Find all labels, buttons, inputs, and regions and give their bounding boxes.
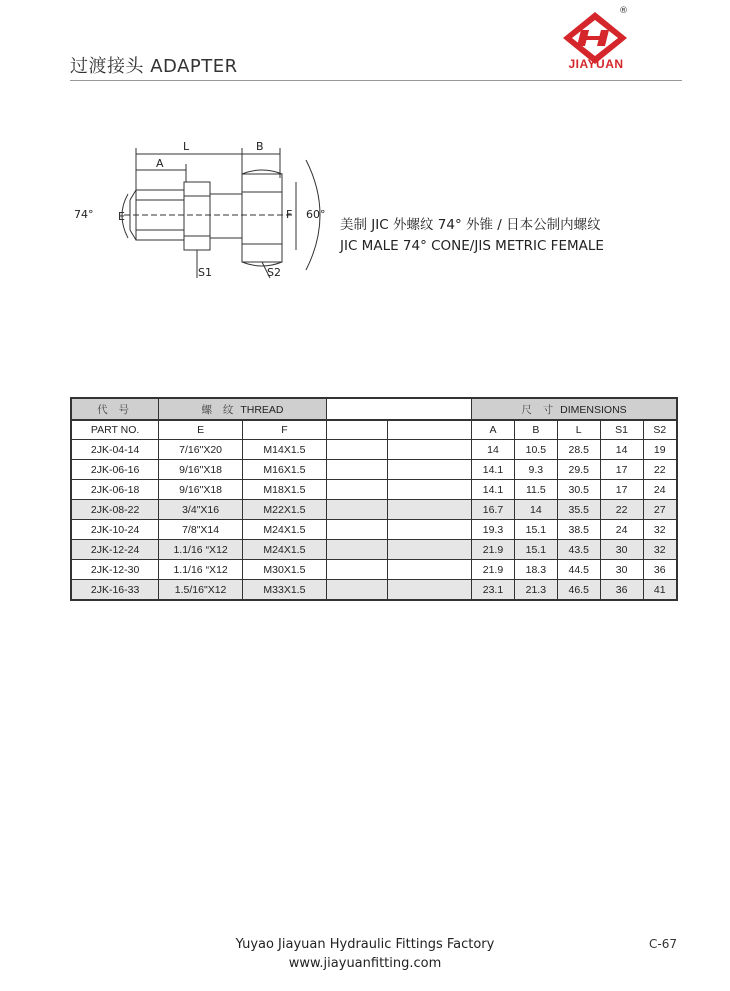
col-header: S2 [643,420,677,440]
cell: 2JK-12-24 [71,540,159,560]
cell: 14 [514,500,557,520]
cell: 9/16"X18 [159,460,243,480]
table-row [71,520,677,540]
table-row [71,460,677,480]
cell: 18.3 [514,560,557,580]
cell [326,500,388,520]
dimensions-table [70,397,678,601]
col-header: PART NO. [71,420,159,440]
cell: 17 [600,480,643,500]
cell: 2JK-08-22 [71,500,159,520]
cell: 30.5 [557,480,600,500]
cell: 14.1 [472,480,515,500]
cell: 2JK-16-33 [71,580,159,601]
cell: M24X1.5 [243,540,327,560]
description-en: JIC MALE 74° CONE/JIS METRIC FEMALE [340,238,604,254]
cell: 19.3 [472,520,515,540]
cell: M33X1.5 [243,580,327,601]
cell: 38.5 [557,520,600,540]
col-header: B [514,420,557,440]
table-row [71,480,677,500]
cell: 29.5 [557,460,600,480]
cell: 32 [643,540,677,560]
header-rule [70,80,682,81]
cell: 21.9 [472,560,515,580]
header-dimensions: 尺 寸 DIMENSIONS [472,398,677,420]
cell [326,540,388,560]
description-zh: 美制 JIC 外螺纹 74° 外锥 / 日本公制内螺纹 [340,217,601,233]
col-header: L [557,420,600,440]
cell: 7/8"X14 [159,520,243,540]
cell [326,580,388,601]
table-row [71,500,677,520]
cell [388,540,472,560]
cell: 1.1/16 “X12 [159,560,243,580]
cell [326,440,388,460]
cell: 27 [643,500,677,520]
header-thread: 螺 纹 THREAD [159,398,327,420]
cell: 3/4"X16 [159,500,243,520]
cell: M22X1.5 [243,500,327,520]
label-angle-left: 74° [74,208,94,221]
cell: 10.5 [514,440,557,460]
cell: M14X1.5 [243,440,327,460]
cell [388,560,472,580]
footer-website: www.jiayuanfitting.com [288,956,442,971]
cell: 36 [643,560,677,580]
cell [388,580,472,601]
label-L: L [183,140,190,153]
cell: 16.7 [472,500,515,520]
cell: M18X1.5 [243,480,327,500]
cell: M24X1.5 [243,520,327,540]
cell: 2JK-06-16 [71,460,159,480]
cell: M16X1.5 [243,460,327,480]
cell: 21.9 [472,540,515,560]
cell: 14 [472,440,515,460]
cell: 35.5 [557,500,600,520]
cell: 41 [643,580,677,601]
col-header: F [243,420,327,440]
cell: M30X1.5 [243,560,327,580]
cell [326,560,388,580]
cell: 24 [643,480,677,500]
cell: 22 [600,500,643,520]
label-F: F [286,208,293,221]
cell: 2JK-06-18 [71,480,159,500]
footer-company: Yuyao Jiayuan Hydraulic Fittings Factory [235,937,495,952]
cell: 28.5 [557,440,600,460]
cell: 30 [600,560,643,580]
cell: 1.1/16 “X12 [159,540,243,560]
table-header-row-1 [71,398,677,420]
page-title: 过渡接头 ADAPTER [70,56,238,77]
cell: 15.1 [514,520,557,540]
col-header: A [472,420,515,440]
fitting-drawing [70,138,340,288]
cell: 17 [600,460,643,480]
cell: 32 [643,520,677,540]
cell: 9/16"X18 [159,480,243,500]
cell [388,460,472,480]
col-header: S1 [600,420,643,440]
cell: 30 [600,540,643,560]
logo-text: JIAYUAN [568,57,624,71]
label-E: E [118,210,125,223]
header-code: 代 号 [71,398,159,420]
product-description [340,215,604,257]
cell [326,480,388,500]
header-blank [326,398,471,420]
cell: 24 [600,520,643,540]
table-row [71,440,677,460]
label-S1: S1 [198,266,212,279]
col-header [388,420,472,440]
cell [388,520,472,540]
cell [326,460,388,480]
table-row [71,540,677,560]
cell: 14.1 [472,460,515,480]
cell: 15.1 [514,540,557,560]
col-header [326,420,388,440]
cell: 21.3 [514,580,557,601]
cell [388,500,472,520]
cell [326,520,388,540]
cell: 46.5 [557,580,600,601]
cell: 22 [643,460,677,480]
registered-mark: ® [619,6,628,16]
cell: 2JK-12-30 [71,560,159,580]
cell: 19 [643,440,677,460]
cell: 14 [600,440,643,460]
col-header: E [159,420,243,440]
cell: 2JK-10-24 [71,520,159,540]
table-row [71,560,677,580]
cell [388,480,472,500]
table-row [71,580,677,601]
cell: 44.5 [557,560,600,580]
cell: 11.5 [514,480,557,500]
cell: 9.3 [514,460,557,480]
label-angle-right: 60° [306,208,326,221]
cell: 23.1 [472,580,515,601]
cell [388,440,472,460]
cell: 7/16"X20 [159,440,243,460]
label-B: B [256,140,264,153]
cell: 36 [600,580,643,601]
table-header-row-2 [71,420,677,440]
cell: 1.5/16"X12 [159,580,243,601]
label-A: A [156,157,164,170]
page-number: C-67 [649,937,677,951]
label-S2: S2 [267,266,281,279]
cell: 43.5 [557,540,600,560]
cell: 2JK-04-14 [71,440,159,460]
